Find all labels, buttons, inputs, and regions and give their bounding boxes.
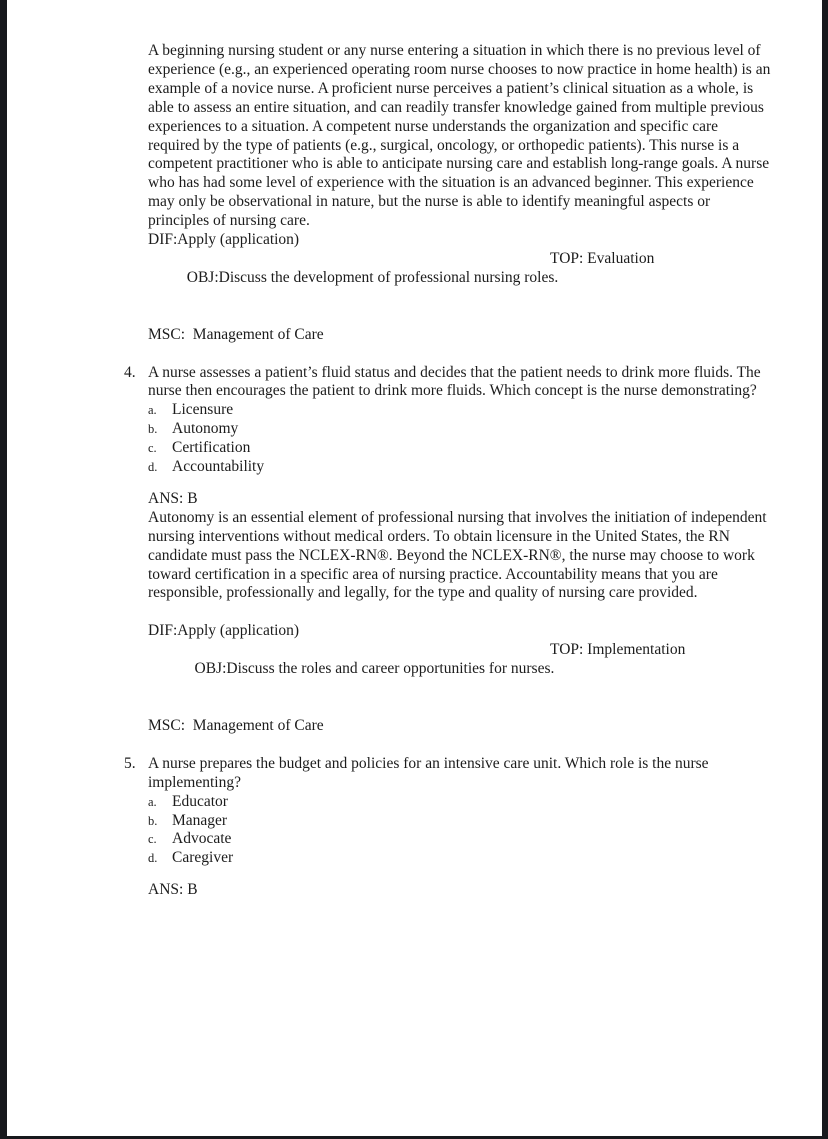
- answer-options: [148, 401, 772, 477]
- answer-option: [148, 420, 772, 439]
- answer-option: [148, 458, 772, 477]
- option-letter: d.: [148, 460, 158, 475]
- obj-line: [148, 641, 772, 717]
- dif-line: DIF:Apply (application): [148, 622, 300, 640]
- obj-text: OBJ:Discuss the development of professional nursing roles.: [186, 268, 559, 286]
- option-text: Autonomy: [172, 420, 239, 438]
- page-content: [124, 42, 772, 919]
- question-stem: A nurse prepares the budget and policies for an intensive care unit. Which role is the nurse implementing?: [148, 754, 709, 791]
- intro-rationale-paragraph: A beginning nursing student or any nurse entering a situation in which there is no previous level of experience (e.g., an experienced operating room nurse chooses to now practice in home health) is an example of a novice nurse. A proficient nurse perceives a patient’s clinical situation as a whole, is able to assess an entire situation, and can readily transfer knowledge gained from multiple previous experiences to a situation. A competent nurse understands the organization and specific care required by the type of patients (e.g., surgical, oncology, or orthopedic patients). This nurse is a competent practitioner who is able to anticipate nursing care and establish long-range goals. A nurse who has had some level of experience with the situation is an advanced beginner. This experience may only be observational in nature, but the nurse is able to identify meaningful aspects or principles of nursing care.: [148, 42, 771, 230]
- meta-block: [148, 231, 772, 344]
- question-item-5: [124, 754, 772, 900]
- option-text: Certification: [172, 439, 251, 457]
- option-letter: a.: [148, 403, 157, 418]
- obj-text: OBJ:Discuss the roles and career opportunities for nurses.: [194, 660, 555, 678]
- answer-option: [148, 830, 772, 849]
- option-letter: c.: [148, 832, 157, 847]
- top-label: TOP: Implementation: [550, 641, 686, 659]
- question-number: 4.: [124, 363, 136, 381]
- answer-line: ANS: B: [148, 489, 198, 507]
- option-letter: a.: [148, 794, 157, 809]
- dif-line: DIF:Apply (application): [148, 231, 300, 249]
- obj-line: [148, 250, 772, 326]
- question-item-4: [124, 363, 772, 736]
- top-label: TOP: Evaluation: [550, 249, 655, 267]
- answer-line: ANS: B: [148, 881, 198, 899]
- answer-option: [148, 439, 772, 458]
- msc-line: MSC: Management of Care: [148, 325, 324, 343]
- msc-line: MSC: Management of Care: [148, 716, 324, 734]
- option-text: Educator: [172, 792, 228, 810]
- option-text: Caregiver: [172, 849, 234, 867]
- question-number: 5.: [124, 754, 136, 772]
- option-letter: b.: [148, 813, 158, 828]
- option-letter: d.: [148, 851, 158, 866]
- answer-option: [148, 849, 772, 868]
- answer-option: [148, 812, 772, 831]
- answer-option: [148, 401, 772, 420]
- answer-options: [148, 793, 772, 869]
- option-text: Accountability: [172, 458, 265, 476]
- answer-option: [148, 793, 772, 812]
- option-text: Manager: [172, 811, 228, 829]
- rationale-text: Autonomy is an essential element of professional nursing that involves the initiation of independent nursing interventions without medical orders. To obtain licensure in the United States, the RN candidate must pass the NCLEX-RN®. Beyond the NCLEX-RN®, the nurse may choose to work toward certification in a specific area of nursing practice. Accountability means that you are responsible, professionally and legally, for the type and quality of nursing care provided.: [148, 508, 767, 602]
- option-text: Advocate: [172, 830, 232, 848]
- question-stem: A nurse assesses a patient’s fluid status and decides that the patient needs to drink more fluids. The nurse then encourages the patient to drink more fluids. Which concept is the nurse demonstrating?: [148, 363, 761, 400]
- option-text: Licensure: [172, 401, 234, 419]
- meta-block: [148, 622, 772, 735]
- document-page: [7, 0, 822, 1136]
- option-letter: c.: [148, 441, 157, 456]
- option-letter: b.: [148, 422, 158, 437]
